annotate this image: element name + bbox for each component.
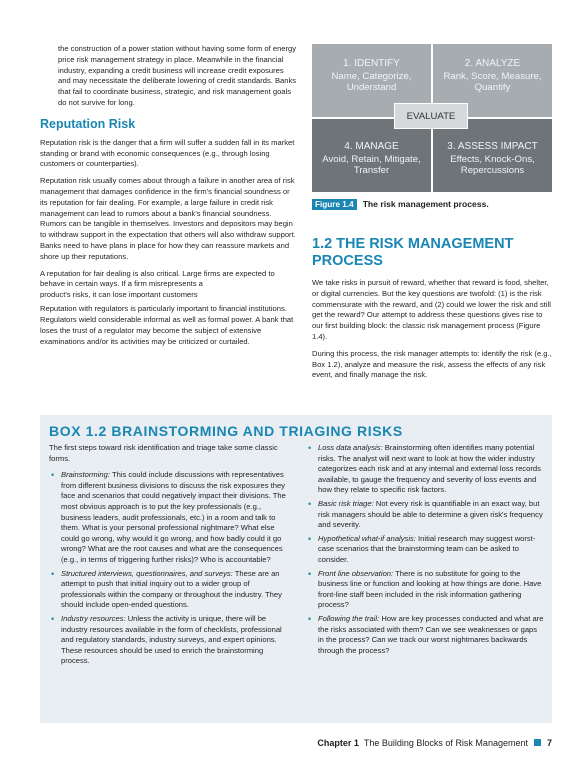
- clipped-line: product's risks, it can lose important customers: [40, 290, 198, 299]
- item-term: Basic risk triage:: [318, 498, 374, 508]
- paragraph: Reputation risk usually comes about through a failure in another area of risk management that damages confidence in the firm's financial soundness or its reputation for fair dealing. For example, a large failure in credit risk management can lead to rumors about a bank's financial soundness. Rumors can be tangible in themselves. Investors and depositors may begin to withdraw support in the expectation that others will also withdraw support. Banks need to have plans in place for how they can reassure markets and shore up their reputations.: [40, 176, 296, 261]
- list-item: [306, 614, 544, 656]
- box-intro: The first steps toward risk identification and triage take some classic forms.: [49, 443, 278, 463]
- quadrant-subtitle: Effects, Knock-Ons, Repercussions: [450, 153, 535, 176]
- list-item: [306, 443, 544, 496]
- list-item: [306, 534, 544, 566]
- list-item: [306, 569, 544, 611]
- list-item: [49, 470, 289, 565]
- page-number: 7: [546, 738, 552, 748]
- box-left-list: [49, 470, 289, 667]
- figure-caption: [312, 199, 552, 210]
- box-1-2: [40, 415, 552, 723]
- left-column: [40, 44, 298, 353]
- item-term: Structured interviews, questionnaires, and surveys:: [61, 568, 233, 578]
- item-term: Industry resources:: [61, 613, 126, 623]
- item-text: There is no substitute for going to the business line or function and looking at how things are done. Have front-line staff been included in the risk information gathering process?: [318, 568, 542, 610]
- quadrant-subtitle: Rank, Score, Measure, Quantify: [443, 70, 542, 93]
- box-right-list: [306, 443, 544, 656]
- quadrant-title: 3. ASSESS IMPACT: [447, 141, 538, 152]
- item-text: This could include discussions with representatives from different business divisions to discuss the risk exposures they face and scenarios that could negatively impact their divisions. The most obvious approach is to put the key professionals (e.g., business leaders, audit professionals, etc.) in a room and talk to them. What is your personal professional nightmare? What else could go wrong, why would it go wrong, and how badly could it go wrong? What are the root causes and what are the consequences (e.g., in terms of triggering further risks)? Who is accountable?: [61, 470, 286, 564]
- chapter-label: Chapter 1: [317, 738, 359, 748]
- reputation-risk-heading: Reputation Risk: [40, 116, 136, 131]
- square-separator-icon: [534, 739, 541, 746]
- paragraph: Reputation risk is the danger that a firm will suffer a sudden fall in its market standing or brand with economic consequences (e.g., through losing customers or counterparties).: [40, 137, 295, 169]
- paragraph: A reputation for fair dealing is also critical. Large firms are expected to behave in certain ways. If a firm misrepresents a: [40, 268, 275, 289]
- item-term: Loss data analysis:: [318, 443, 383, 452]
- risk-process-diagram: [312, 44, 552, 192]
- figure-caption-text: The risk management process.: [362, 199, 489, 209]
- item-term: Front line observation:: [318, 568, 394, 578]
- quadrant-title: 1. IDENTIFY: [343, 58, 400, 69]
- paragraph: During this process, the risk manager attempts to: identify the risk (e.g., Box 1.2), analyze and measure the risk, assess the effects of any risk event, and finally manage the risk.: [312, 348, 552, 380]
- item-text: Initial research may suggest worst-case scenarios that the brainstorming team can be asked to consider.: [318, 533, 536, 564]
- box-title: BOX 1.2 BRAINSTORMING AND TRIAGING RISKS: [49, 423, 403, 439]
- section-heading: 1.2 THE RISK MANAGEMENT PROCESS: [312, 236, 514, 269]
- quadrant-subtitle: Avoid, Retain, Mitigate, Transfer: [322, 153, 421, 176]
- page-footer: [290, 738, 552, 748]
- quadrant-title: 2. ANALYZE: [464, 58, 521, 69]
- chapter-title: The Building Blocks of Risk Management: [363, 738, 528, 748]
- list-item: [49, 569, 289, 611]
- figure-tag: Figure 1.4: [312, 199, 357, 210]
- evaluate-center-box: EVALUATE: [394, 103, 468, 129]
- box-left-column: [49, 443, 289, 670]
- quadrant-title: 4. MANAGE: [344, 141, 399, 152]
- item-text: Unless the activity is unique, there will be industry resources available in the form of checklists, professional and regulatory standards, industry surveys, and expert opinions. These resources should be used to enrich the brainstorming process.: [61, 613, 282, 666]
- item-term: Following the trail:: [318, 613, 380, 623]
- paragraph: We take risks in pursuit of reward, whether that reward is food, shelter, or digital currencies. But the key questions are twofold: (1) is the risk commensurate with the reward, and (2) could we lower the risk and still get the reward? Our attempt to address these questions gives rise to our first building block: the classic risk management process (Figure 1.4).: [312, 278, 551, 341]
- item-text: How are key processes conducted and what are the risks associated with them? Can we see weaknesses or gaps in the process? Can we track our worst nightmares backwards through the process?: [318, 613, 544, 655]
- box-right-column: [306, 443, 544, 659]
- right-column: [312, 44, 552, 387]
- intro-paragraph: the construction of a power station without having some form of energy price risk management strategy in place. Meanwhile in the financial industry, expanding a credit business will increase credit exposures and may necessitate the deliberate lowering of credit standards. Banks that fail to coordinate business, strategic, and risk management goals do not survive for long.: [58, 44, 297, 107]
- item-term: Brainstorming:: [61, 470, 110, 480]
- item-text: Not every risk is quantifiable in an exact way, but risk managers should be able to determine a given risk's frequency and severity.: [318, 498, 543, 530]
- item-text: Brainstorming often identifies many potential risks. The analyst will next want to look at how the wider industry categorizes each risk and at any internal and external loss records available, to gauge the frequency and severity of loss events and how they relate to specific risk factors.: [318, 443, 541, 495]
- quadrant-subtitle: Name, Categorize, Understand: [331, 70, 412, 93]
- list-item: [306, 499, 544, 531]
- item-text: These are an attempt to push that initial inquiry out to a wider group of professionals within the company or throughout the industry. They should include open-ended questions.: [61, 568, 282, 610]
- item-term: Hypothetical what-if analysis:: [318, 533, 416, 543]
- paragraph: Reputation with regulators is particularly important to financial institutions. Regulators wield considerable informal as well as formal power. A bank that loses the trust of a regulator may become the subject of extensive examinations and/or its activities may be criticized or curtailed.: [40, 304, 294, 346]
- list-item: [49, 614, 289, 667]
